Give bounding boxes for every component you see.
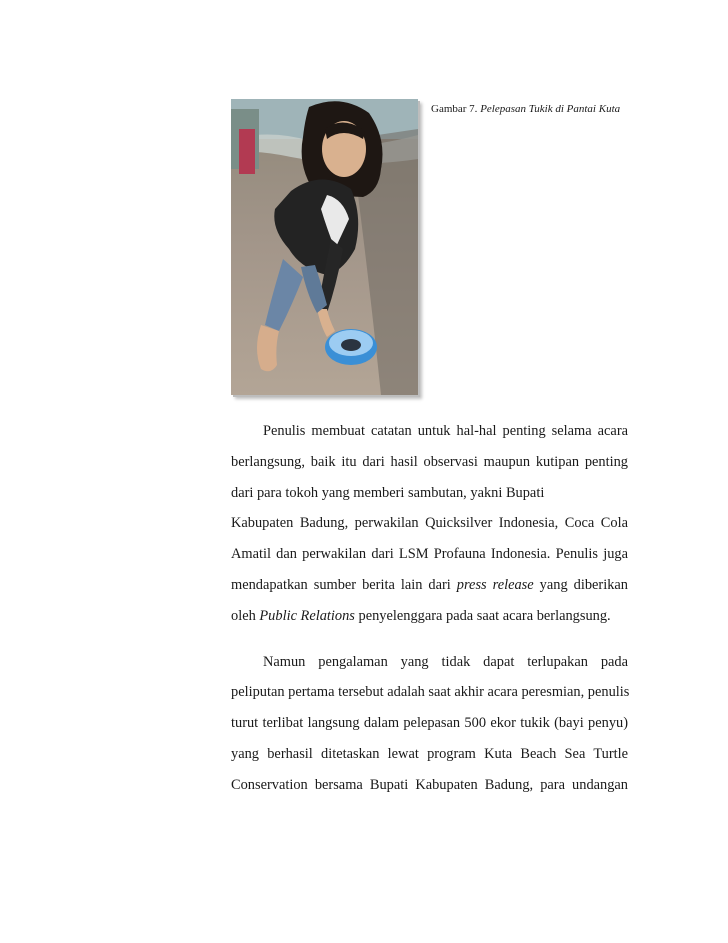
emphasis-text: press release	[456, 576, 534, 593]
text-line: berlangsung, baik itu dari hasil observasi maupun kutipan penting	[231, 453, 628, 470]
figure-photo	[231, 99, 418, 395]
text-segment: mendapatkan sumber berita lain dari	[231, 576, 451, 593]
text-line: Namun pengalaman yang tidak dapat terlupakan pada	[263, 653, 628, 670]
text-line	[231, 570, 628, 601]
text-line: turut terlibat langsung dalam pelepasan 500 ekor tukik (bayi penyu)	[231, 715, 628, 732]
paragraph-2	[231, 647, 628, 801]
text-segment: yang diberikan	[539, 576, 628, 593]
text-line: dari para tokoh yang memberi sambutan, yakni Bupati	[231, 484, 545, 501]
text-line: Kabupaten Badung, perwakilan Quicksilver Indonesia, Coca Cola	[231, 515, 628, 532]
caption-prefix: Gambar 7.	[431, 103, 478, 115]
text-line: Amatil dan perwakilan dari LSM Profauna Indonesia. Penulis juga	[231, 546, 628, 563]
text-segment: penyelenggara pada saat acara berlangsung.	[358, 607, 611, 624]
body-text	[231, 416, 628, 801]
text-line: peliputan pertama tersebut adalah saat akhir acara peresmian, penulis	[231, 684, 630, 701]
emphasis-text: Public Relations	[259, 607, 355, 624]
text-segment: oleh	[231, 607, 256, 624]
text-line: Penulis membuat catatan untuk hal-hal penting selama acara	[263, 423, 628, 439]
text-line: yang berhasil ditetaskan lewat program Kuta Beach Sea Turtle	[231, 745, 628, 762]
paragraph-1	[231, 416, 628, 632]
caption-title: Pelepasan Tukik di Pantai Kuta	[480, 103, 621, 115]
text-line: Conservation bersama Bupati Kabupaten Badung, para undangan	[231, 776, 628, 793]
text-line	[231, 601, 628, 632]
figure-caption	[431, 100, 629, 119]
